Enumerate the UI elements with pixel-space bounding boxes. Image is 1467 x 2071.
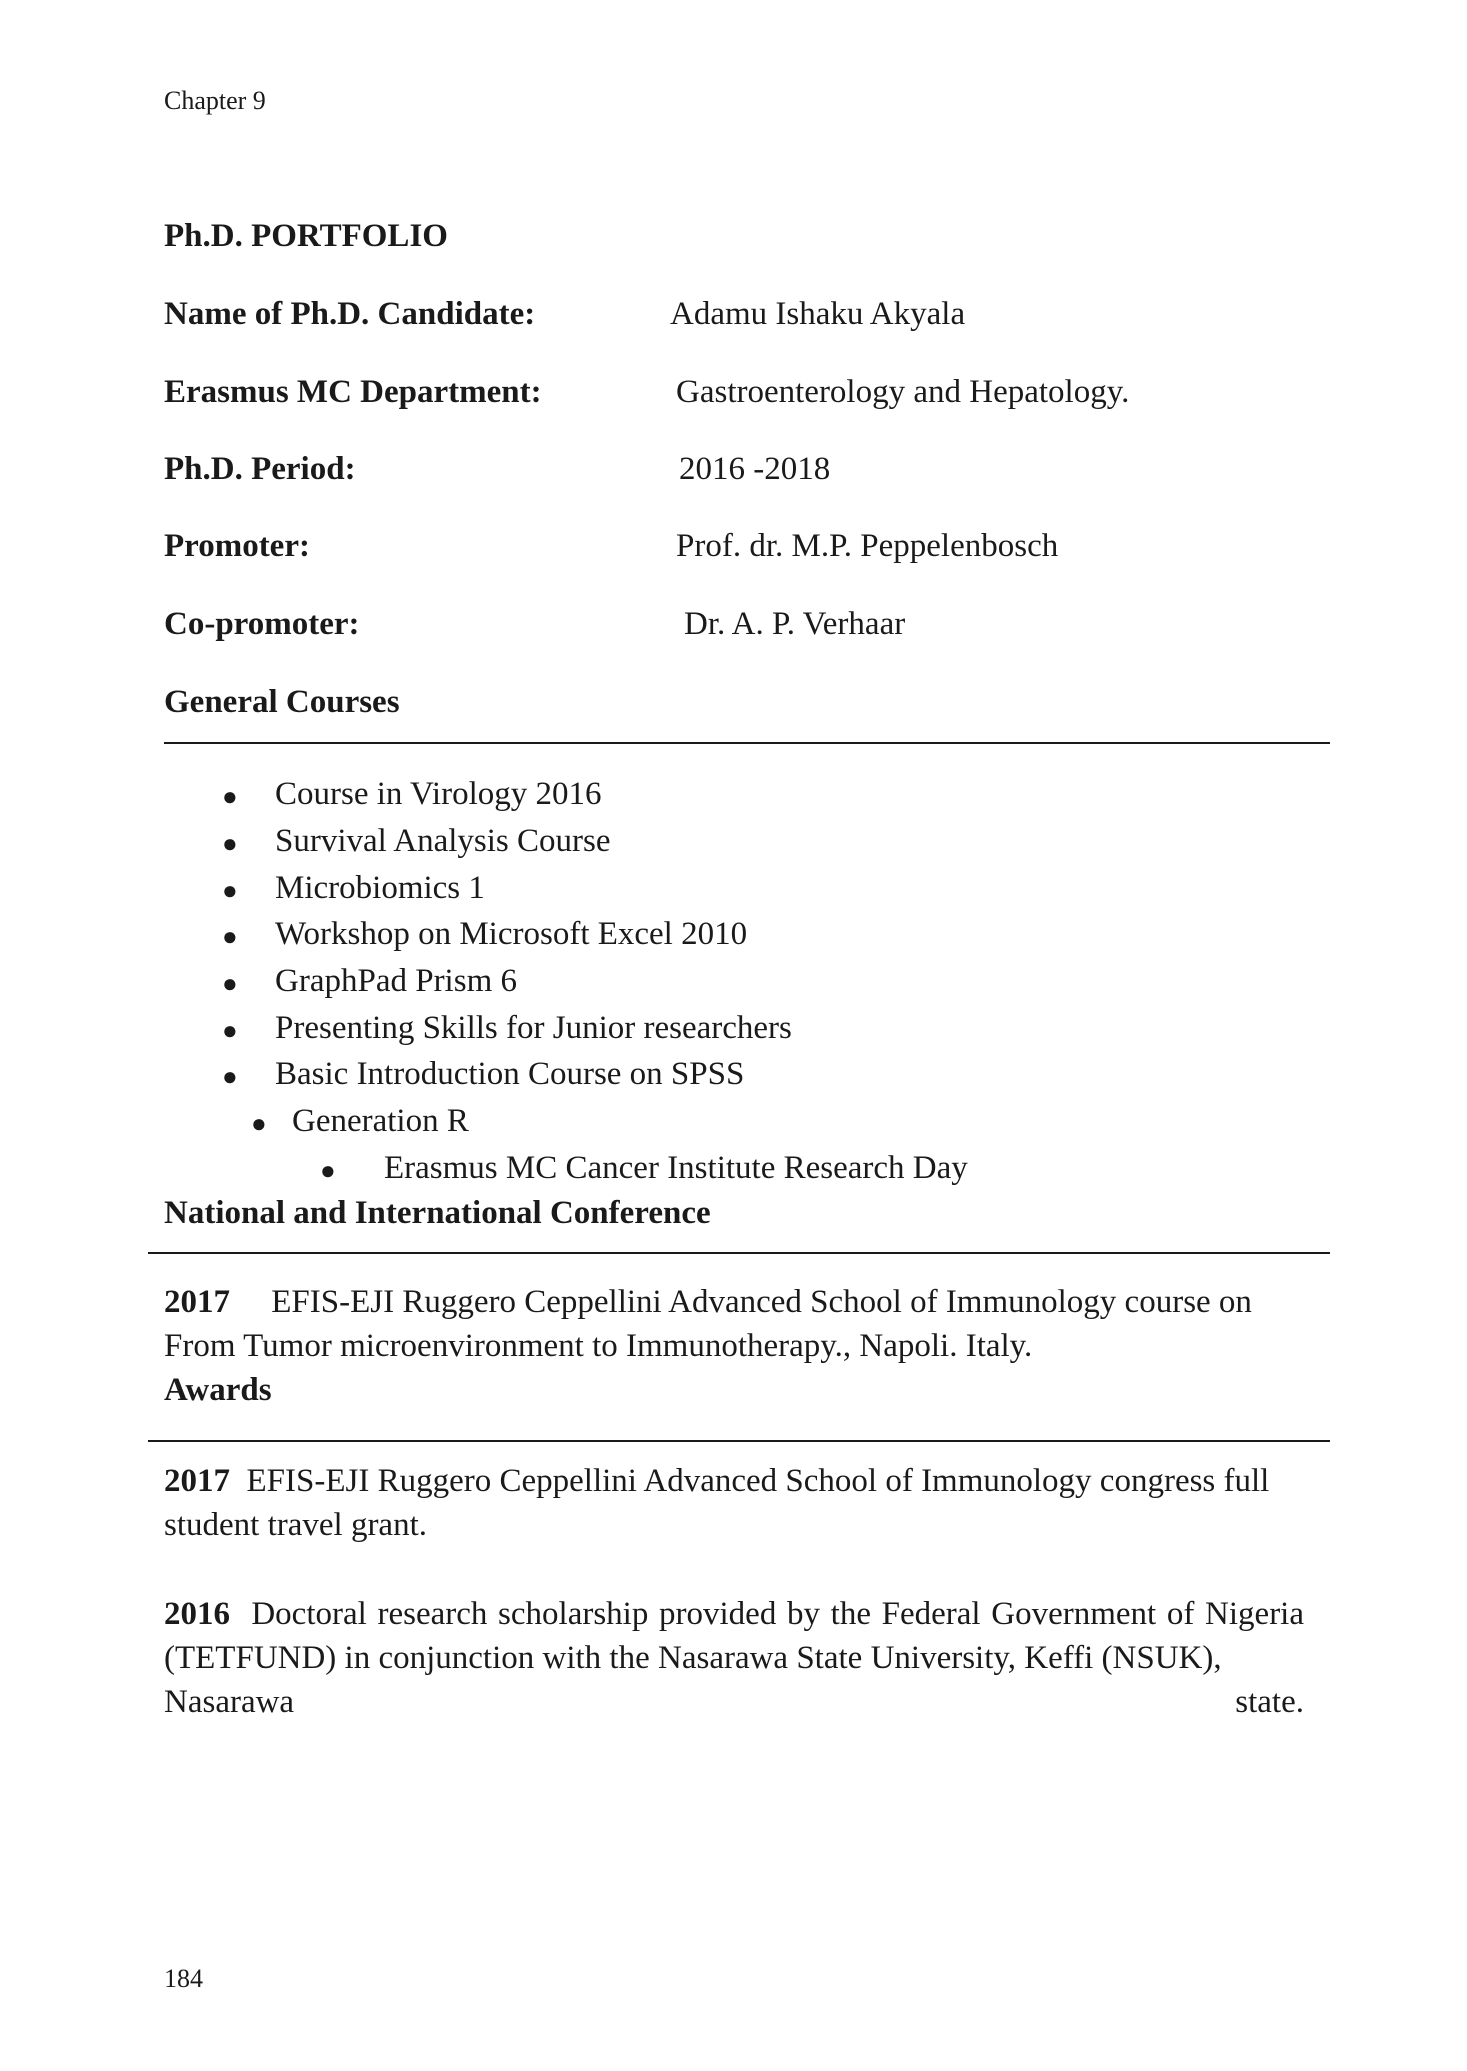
general-courses-heading: General Courses <box>164 684 400 720</box>
conference-divider <box>148 1252 1330 1254</box>
promoter-value: Prof. dr. M.P. Peppelenbosch <box>676 528 1059 564</box>
copromoter-value: Dr. A. P. Verhaar <box>684 606 906 642</box>
page-title: Ph.D. PORTFOLIO <box>164 218 448 254</box>
promoter-label: Promoter: <box>164 528 310 564</box>
candidate-label: Name of Ph.D. Candidate: <box>164 296 536 332</box>
conference-heading: National and International Conference <box>164 1195 711 1231</box>
award-text: Doctoral research scholarship provided by the Federal Government of Nigeria (TETFUND) in conjunction with the Nasarawa State University, Keffi (NSUK), <box>164 1596 1304 1676</box>
list-item: Course in Virology 2016 <box>275 776 602 812</box>
bullet-icon: ● <box>222 876 238 905</box>
list-item: Microbiomics 1 <box>275 870 485 906</box>
bullet-icon: ● <box>222 969 238 998</box>
list-item: Erasmus MC Cancer Institute Research Day <box>384 1150 968 1186</box>
department-label: Erasmus MC Department: <box>164 374 542 410</box>
conference-year: 2017 <box>164 1284 230 1320</box>
general-courses-divider <box>164 742 1330 744</box>
award-last-line-right: state. <box>1235 1684 1304 1720</box>
department-value: Gastroenterology and Hepatology. <box>676 374 1130 410</box>
list-item: Workshop on Microsoft Excel 2010 <box>275 916 748 952</box>
bullet-icon: ● <box>251 1109 267 1138</box>
period-value: 2016 -2018 <box>679 451 831 487</box>
bullet-icon: ● <box>222 1062 238 1091</box>
awards-divider <box>148 1440 1330 1442</box>
copromoter-label: Co-promoter: <box>164 606 360 642</box>
chapter-header: Chapter 9 <box>164 86 266 115</box>
conference-text: EFIS-EJI Ruggero Ceppellini Advanced School of Immunology course on From Tumor microenvironment to Immunotherapy., Napoli. Italy. <box>164 1284 1252 1364</box>
awards-heading: Awards <box>164 1372 272 1408</box>
award-last-line <box>164 1680 1304 1724</box>
bullet-icon: ● <box>222 782 238 811</box>
bullet-icon: ● <box>320 1156 336 1185</box>
list-item: Presenting Skills for Junior researchers <box>275 1010 792 1046</box>
bullet-icon: ● <box>222 829 238 858</box>
bullet-icon: ● <box>222 1016 238 1045</box>
award-last-line-left: Nasarawa <box>164 1684 295 1720</box>
award-year: 2017 <box>164 1463 230 1499</box>
list-item: Basic Introduction Course on SPSS <box>275 1056 745 1092</box>
award-entry <box>164 1459 1304 1547</box>
list-item: GraphPad Prism 6 <box>275 963 517 999</box>
award-text: EFIS-EJI Ruggero Ceppellini Advanced School of Immunology congress full student travel grant. <box>164 1463 1270 1543</box>
bullet-icon: ● <box>222 922 238 951</box>
conference-entry <box>164 1280 1304 1368</box>
list-item: Survival Analysis Course <box>275 823 611 859</box>
award-year: 2016 <box>164 1596 230 1632</box>
award-entry <box>164 1592 1304 1724</box>
period-label: Ph.D. Period: <box>164 451 356 487</box>
page-number: 184 <box>164 1964 203 1993</box>
candidate-value: Adamu Ishaku Akyala <box>670 296 966 332</box>
list-item: Generation R <box>292 1103 469 1139</box>
